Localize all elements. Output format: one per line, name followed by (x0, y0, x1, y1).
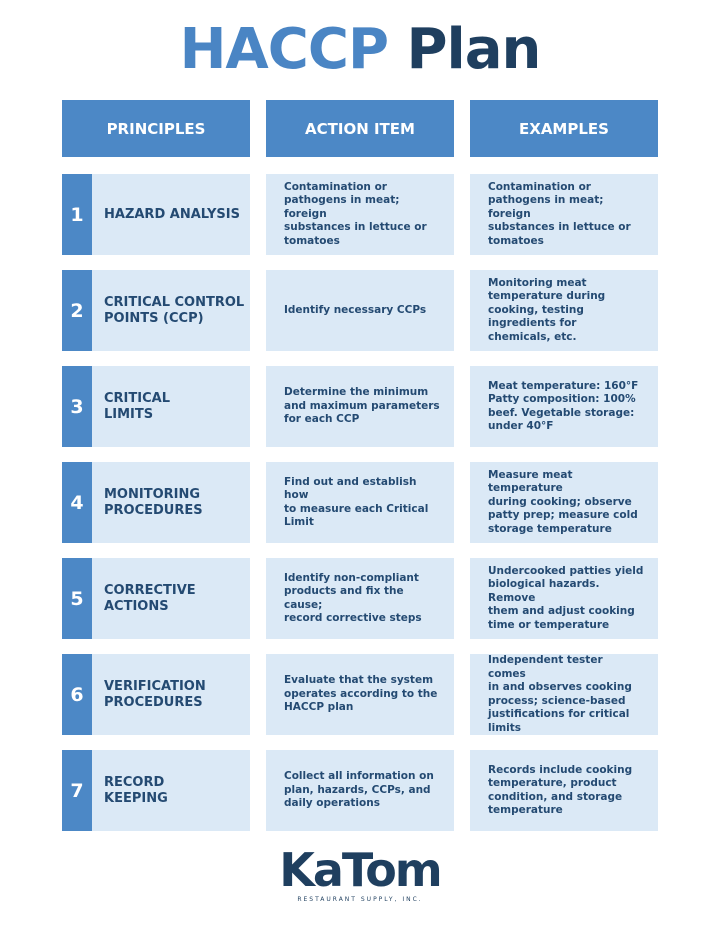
table-row (0, 174, 720, 255)
action-cell (266, 174, 454, 255)
action-cell (266, 654, 454, 735)
action-text: Evaluate that the system operates according to the HACCP plan (284, 674, 438, 714)
example-cell (470, 366, 658, 447)
row-number: 2 (62, 270, 92, 351)
action-text: Find out and establish how to measure each Critical Limit (284, 475, 429, 528)
action-cell (266, 462, 454, 543)
katom-logo (0, 843, 720, 903)
action-cell (266, 270, 454, 351)
action-text: Collect all information on plan, hazards, CCPs, and daily operations (284, 770, 434, 810)
principle-cell (92, 462, 250, 543)
principle-label: CORRECTIVE ACTIONS (104, 582, 196, 614)
example-text: Undercooked patties yield biological hazards. Remove them and adjust cooking time or temperature (488, 564, 644, 631)
action-text: Identify necessary CCPs (284, 303, 427, 316)
action-text: Identify non-compliant products and fix the cause; record corrective steps (284, 571, 422, 624)
example-text: Independent tester comes in and observes cooking process; science-based justifications for critical limits (488, 654, 632, 734)
principle-label: CRITICAL LIMITS (104, 390, 170, 422)
title-haccp: HACCP (179, 17, 389, 82)
example-text: Measure meat temperature during cooking; observe patty prep; measure cold storage temperature (488, 468, 638, 535)
example-cell (470, 174, 658, 255)
principle-label: VERIFICATION PROCEDURES (104, 678, 206, 710)
action-cell (266, 366, 454, 447)
example-cell (470, 654, 658, 735)
row-number: 4 (62, 462, 92, 543)
example-text: Meat temperature: 160°F Patty composition: 100% beef. Vegetable storage: under 40°F (488, 379, 639, 432)
principle-cell (92, 270, 250, 351)
row-number: 6 (62, 654, 92, 735)
table-row (0, 270, 720, 351)
table-row (0, 750, 720, 831)
principle-cell (92, 366, 250, 447)
principle-cell (92, 654, 250, 735)
page-title (0, 18, 720, 82)
action-cell (266, 558, 454, 639)
principle-cell (92, 558, 250, 639)
row-number: 3 (62, 366, 92, 447)
table-row (0, 558, 720, 639)
example-cell (470, 750, 658, 831)
table-row (0, 366, 720, 447)
example-text: Records include cooking temperature, product condition, and storage temperature (488, 763, 633, 816)
title-plan: Plan (406, 17, 541, 82)
logo-tagline: RESTAURANT SUPPLY, INC. (297, 896, 423, 903)
example-cell (470, 462, 658, 543)
action-text: Determine the minimum and maximum parameters for each CCP (284, 386, 440, 426)
example-cell (470, 270, 658, 351)
header-principles: PRINCIPLES (62, 100, 250, 157)
principle-label: RECORD KEEPING (104, 774, 168, 806)
table-row (0, 654, 720, 735)
row-number: 5 (62, 558, 92, 639)
principle-cell (92, 174, 250, 255)
row-number: 7 (62, 750, 92, 831)
principle-label: MONITORING PROCEDURES (104, 486, 203, 518)
logo-wordmark: KaTom (279, 843, 441, 897)
action-cell (266, 750, 454, 831)
action-text: Contamination or pathogens in meat; foreign substances in lettuce or tomatoes (284, 180, 427, 247)
example-cell (470, 558, 658, 639)
principle-label: HAZARD ANALYSIS (104, 206, 240, 222)
header-examples: EXAMPLES (470, 100, 658, 157)
table-row (0, 462, 720, 543)
principle-label: CRITICAL CONTROL POINTS (CCP) (104, 294, 245, 326)
example-text: Contamination or pathogens in meat; foreign substances in lettuce or tomatoes (488, 180, 631, 247)
row-number: 1 (62, 174, 92, 255)
header-action-item: ACTION ITEM (266, 100, 454, 157)
principle-cell (92, 750, 250, 831)
example-text: Monitoring meat temperature during cooking, testing ingredients for chemicals, etc. (488, 276, 606, 343)
